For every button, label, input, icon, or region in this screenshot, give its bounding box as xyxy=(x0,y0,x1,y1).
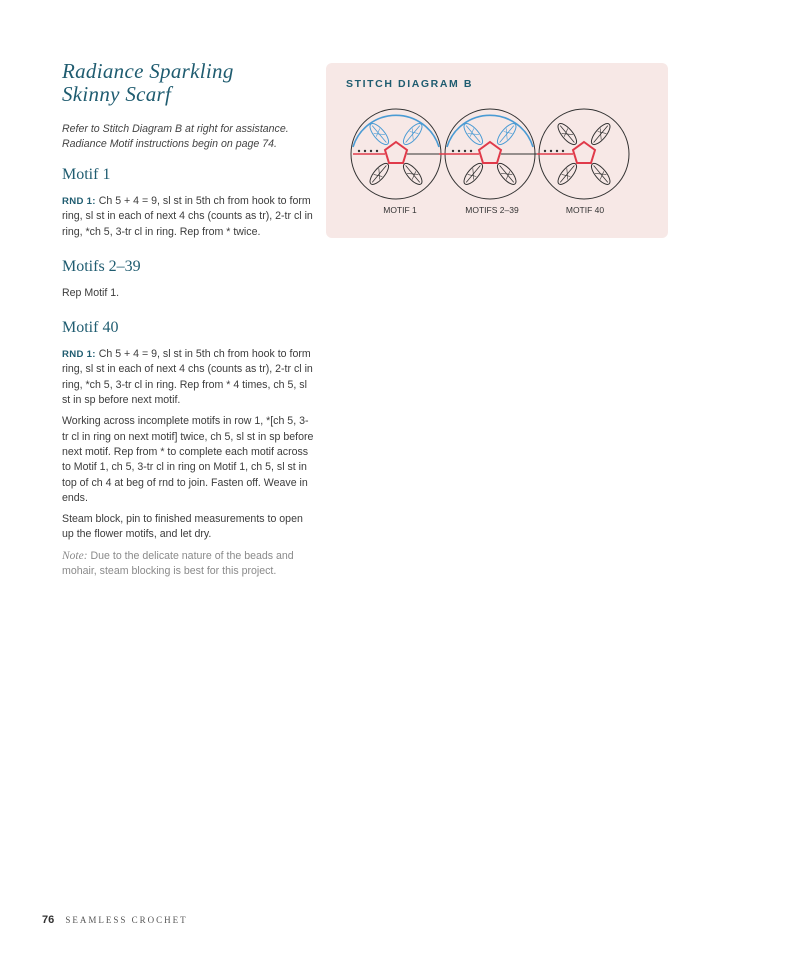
stitch-diagram-panel xyxy=(326,63,668,238)
motif-40-diagram xyxy=(537,109,629,199)
label-motifs-2-39: MOTIFS 2–39 xyxy=(465,205,519,215)
page-number: 76 xyxy=(42,914,55,926)
label-motif-40: MOTIF 40 xyxy=(565,205,605,215)
intro-paragraph: Refer to Stitch Diagram B at right for assistance. Radiance Motif instructions begin on page 74. xyxy=(62,123,289,150)
heading-motifs-2-39: Motifs 2–39 xyxy=(62,257,141,275)
title-line-1: Radiance Sparkling xyxy=(62,59,234,83)
motif-1-round-1 xyxy=(62,194,314,240)
diagram-title: STITCH DIAGRAM B xyxy=(346,78,474,90)
heading-motif-40: Motif 40 xyxy=(62,319,119,337)
round-label: RND 1: xyxy=(62,196,96,207)
page-title xyxy=(62,60,314,106)
round-text: Ch 5 + 4 = 9, sl st in 5th ch from hook to form ring, sl st in each of next 4 chs (counts as tr), 2-tr cl in ring, *ch 5, 3-tr cl in ring. Rep from * 4 times, ch 5, sl st in sp before next motif. xyxy=(62,348,313,407)
motif-40-round-1 xyxy=(62,347,314,408)
title-line-2: Skinny Scarf xyxy=(62,82,172,106)
text-column xyxy=(62,60,314,579)
motifs-2-39-text: Rep Motif 1. xyxy=(62,286,120,299)
heading-motif-1: Motif 1 xyxy=(62,166,111,183)
motif-1-diagram xyxy=(351,109,441,199)
page-footer xyxy=(42,914,188,926)
label-motif-1: MOTIF 1 xyxy=(383,205,417,215)
note-paragraph xyxy=(62,549,314,580)
round-text: Ch 5 + 4 = 9, sl st in 5th ch from hook to form ring, sl st in each of next 4 chs (counts as tr), 2-tr cl in ring, *ch 5, 3-tr cl in ring. Rep from * twice. xyxy=(62,195,313,238)
stitch-diagram-figure xyxy=(326,63,668,238)
round-label: RND 1: xyxy=(62,349,96,361)
running-head: SEAMLESS CROCHET xyxy=(65,915,188,925)
note-text: Due to the delicate nature of the beads and mohair, steam blocking is best for this project. xyxy=(62,549,294,578)
note-label: Note: xyxy=(62,549,88,562)
motif-40-paragraph-2: Working across incomplete motifs in row 1, *[ch 5, 3-tr cl in ring on next motif] twice, ch 5, sl st in sp before next motif. Rep from * to complete each motif across to Motif 1, ch 5, 3-tr cl in ring on Motif 1, ch 5, sl st in top of ch 4 at beg of rnd to join. Fasten off. Weave in ends. xyxy=(62,415,314,504)
motif-40-paragraph-3: Steam block, pin to finished measurements to open up the flower motifs, and let dry. xyxy=(62,513,303,541)
motifs-2-39-diagram xyxy=(439,109,537,199)
